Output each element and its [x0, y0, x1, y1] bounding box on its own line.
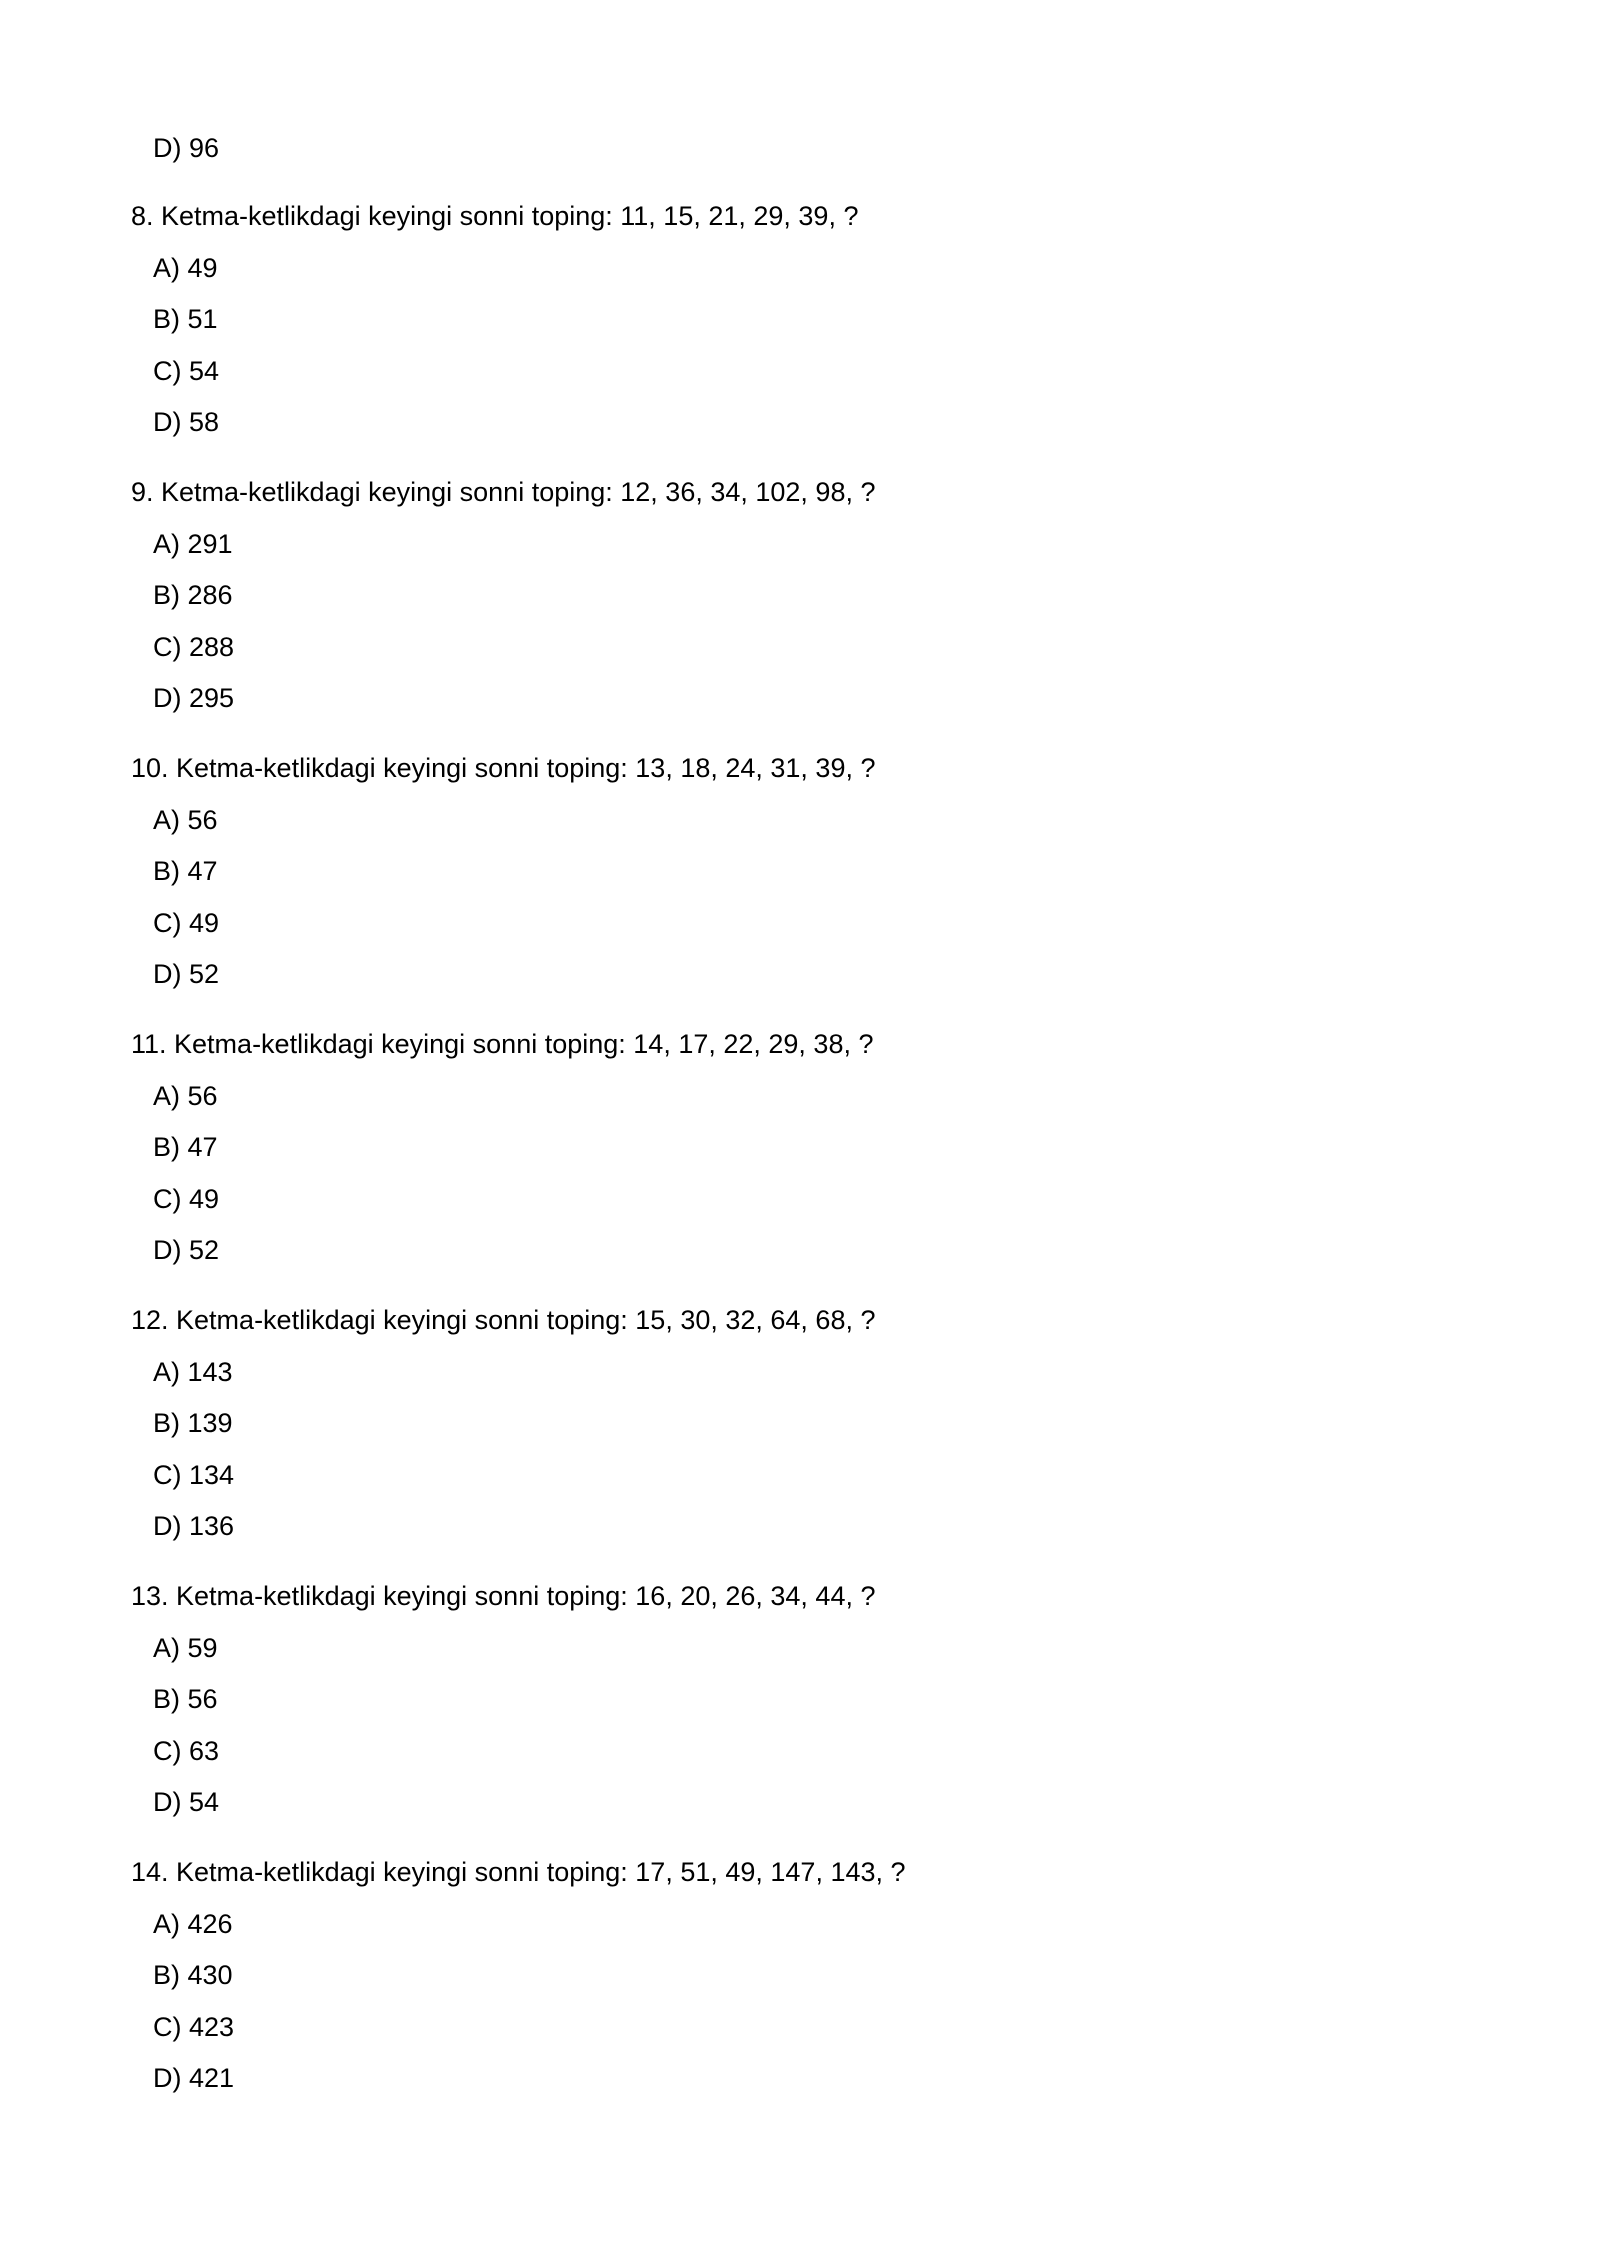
option-c: C) 423: [153, 2012, 235, 2042]
option-d: D) 52: [153, 959, 220, 989]
option-d: D) 54: [153, 1787, 220, 1817]
option-a: A) 291: [153, 529, 233, 559]
option-b: B) 286: [153, 580, 233, 610]
option-d: D) 136: [153, 1511, 235, 1541]
option-a: A) 49: [153, 253, 218, 283]
option-c: C) 49: [153, 908, 220, 938]
question-text: 10. Ketma-ketlikdagi keyingi sonni toping: 13, 18, 24, 31, 39, ?: [131, 753, 876, 783]
question-text: 14. Ketma-ketlikdagi keyingi sonni toping: 17, 51, 49, 147, 143, ?: [131, 1857, 906, 1887]
option-b: B) 47: [153, 856, 218, 886]
question-text: 13. Ketma-ketlikdagi keyingi sonni toping: 16, 20, 26, 34, 44, ?: [131, 1581, 876, 1611]
option-c: C) 54: [153, 356, 220, 386]
option-d: D) 52: [153, 1235, 220, 1265]
option-b: B) 430: [153, 1960, 233, 1990]
option-d: D) 295: [153, 683, 235, 713]
question-text: 12. Ketma-ketlikdagi keyingi sonni toping: 15, 30, 32, 64, 68, ?: [131, 1305, 876, 1335]
option-a: A) 56: [153, 1081, 218, 1111]
option-c: C) 49: [153, 1184, 220, 1214]
option-b: B) 51: [153, 304, 218, 334]
question-text: 8. Ketma-ketlikdagi keyingi sonni toping: 11, 15, 21, 29, 39, ?: [131, 201, 859, 231]
question-text: 11. Ketma-ketlikdagi keyingi sonni toping: 14, 17, 22, 29, 38, ?: [131, 1029, 874, 1059]
option-a: A) 59: [153, 1633, 218, 1663]
option-b: B) 56: [153, 1684, 218, 1714]
option-a: A) 426: [153, 1909, 233, 1939]
question-text: 9. Ketma-ketlikdagi keyingi sonni toping: 12, 36, 34, 102, 98, ?: [131, 477, 876, 507]
option-a: A) 56: [153, 805, 218, 835]
option-b: B) 139: [153, 1408, 233, 1438]
option-b: B) 47: [153, 1132, 218, 1162]
option-c: C) 63: [153, 1736, 220, 1766]
leading-option: D) 96: [153, 133, 220, 163]
option-d: D) 421: [153, 2063, 235, 2093]
option-c: C) 288: [153, 632, 235, 662]
option-a: A) 143: [153, 1357, 233, 1387]
option-c: C) 134: [153, 1460, 235, 1490]
option-d: D) 58: [153, 407, 220, 437]
